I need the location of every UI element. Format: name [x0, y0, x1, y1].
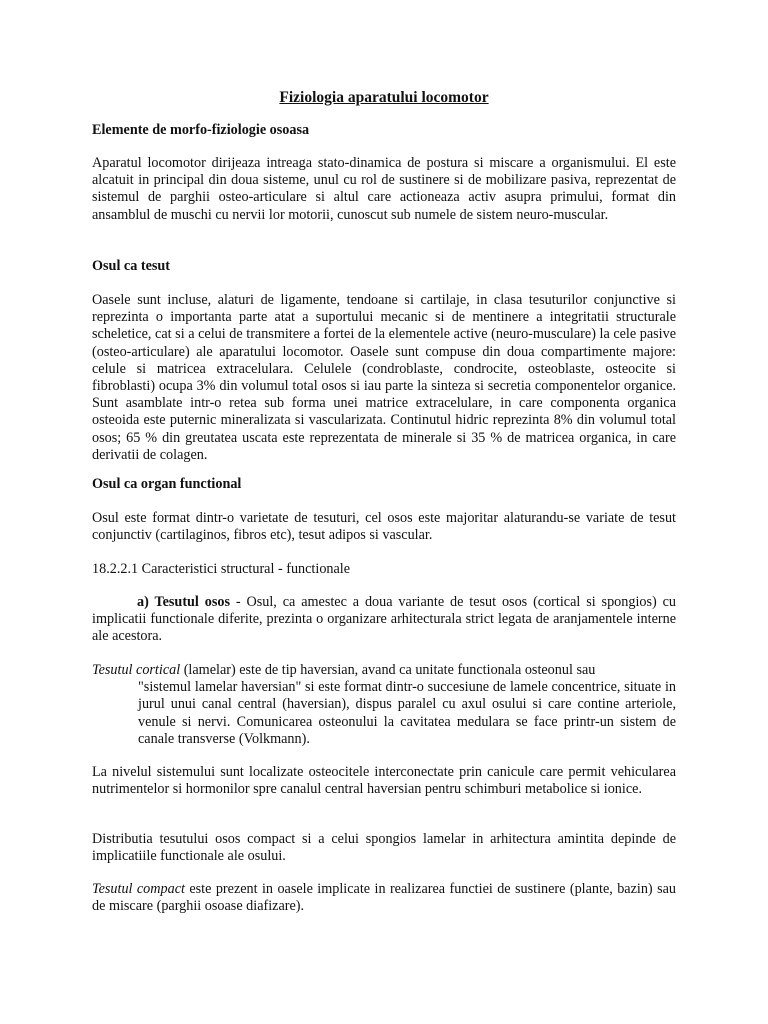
paragraph-osul-format: Osul este format dintr-o varietate de tesuturi, cel osos este majoritar alaturandu-se variate de tesut conjunctiv (cartilaginos, fibros etc), tesut adipos si vascular.: [92, 510, 676, 544]
paragraph-tesutul-compact: [92, 881, 676, 915]
compact-term: Tesutul compact: [92, 881, 185, 897]
section-heading-osul-ca-tesut: Osul ca tesut: [92, 258, 171, 274]
paragraph-tesutul-osos: [92, 594, 676, 646]
cortical-continuation: "sistemul lamelar haversian" si este format dintr-o succesiune de lamele concentrice, situate in jurul unui canal central (haversian), dispus paralel cu axul osului si care contine arteriole, venule si nervi. Comunicarea osteonului la cavitatea medulara se face printr-un sistem de canale transverse (Volkmann).: [138, 679, 676, 747]
tesutul-osos-label: a) Tesutul osos: [137, 594, 230, 610]
section-heading-morfo-fiziologie: Elemente de morfo-fiziologie osoasa: [92, 122, 310, 138]
paragraph-tesutul-cortical: [92, 662, 676, 748]
paragraph-distributia: Distributia tesutului osos compact si a celui spongios lamelar in arhitectura amintita depinde de implicatiile functionale ale osului.: [92, 831, 676, 865]
compact-text: este prezent in oasele implicate in realizarea functiei de sustinere (plante, bazin) sau de miscare (parghii osoase diafizare).: [92, 881, 676, 915]
tesutul-osos-text: - Osul, ca amestec a doua variante de tesut osos (cortical si spongios) cu implicatii functionale diferite, prezinta o organizare arhitecturala strict legata de aranjamentele interne ale acestora.: [92, 594, 677, 645]
paragraph-osteocite: La nivelul sistemului sunt localizate osteocitele interconectate prin canicule care permit vehicularea nutrimentelor si hormonilor spre canalul central haversian pentru schimburi metabolice si ionice.: [92, 764, 676, 798]
section-heading-osul-ca-organ: Osul ca organ functional: [92, 476, 242, 492]
document-title: Fiziologia aparatului locomotor: [279, 89, 489, 106]
cortical-first-line: Tesutul cortical (lamelar) este de tip haversian, avand ca unitate functionala osteonul sau: [92, 662, 596, 678]
paragraph-oasele: Oasele sunt incluse, alaturi de ligamente, tendoane si cartilaje, in clasa tesuturilor conjunctive si reprezinta o importanta parte atat a suportului mecanic si de mentinere a integritatii structurale scheletice, cat si a celui de transmitere a fortei de la elementele active (neuro-musculare) la cele pasive (osteo-articulare) ale aparatului locomotor. Oasele sunt compuse din doua compartimente majore: celule si matricea extracelulara. Celulele (condroblaste, condrocite, osteoblaste, osteocite si fibroblasti) ocupa 3% din volumul total osos si iau parte la sinteza si secretia componentelor organice. Sunt asamblate intr-o retea sub forma unei matrice extracelulare, in care componenta organica osteoida este puternic mineralizata si vascularizata. Continutul hidric reprezinta 8% din volumul total osos; 65 % din greutatea uscata este reprezentata de minerale si 35 % de matricea organica, in care derivatii de colagen.: [92, 292, 676, 463]
subsection-heading-caracteristici: 18.2.2.1 Caracteristici structural - functionale: [92, 561, 351, 577]
cortical-term: Tesutul cortical: [92, 662, 181, 678]
paragraph-aparatul-locomotor: Aparatul locomotor dirijeaza intreaga stato-dinamica de postura si miscare a organismului. El este alcatuit in principal din doua sisteme, unul cu rol de sustinere si de mobilizare pasiva, reprezentat de sistemul de parghii osteo-articulare si altul care actioneaza activ asupra primului, format din ansamblul de muschi cu nervii lor motorii, cunoscut sub numele de sistem neuro-muscular.: [92, 155, 676, 223]
